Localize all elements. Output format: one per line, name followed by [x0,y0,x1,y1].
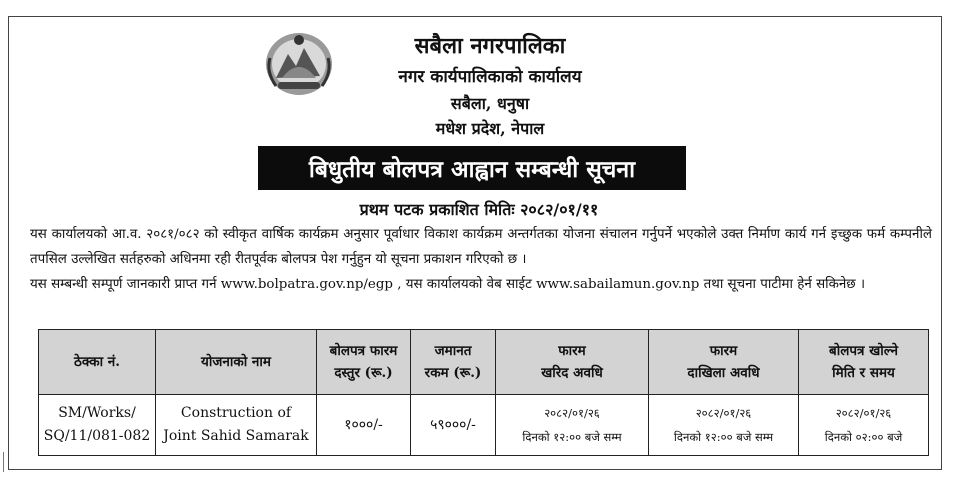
cell-submission-period: २०८२/०१/२६ दिनको १२:०० बजे सम्म [649,395,799,456]
office-location: सबैला, धनुषा [450,94,530,113]
table-row [39,395,929,456]
office-name: नगर कार्यपालिकाको कार्यालय [398,67,582,87]
cell-security: ५९०००/- [411,395,496,456]
office-province: मधेश प्रदेश, नेपाल [435,119,545,138]
notice-paragraph-1: यस कार्यालयको आ.व. २०८१/०८२ को स्वीकृत वार्षिक कार्यक्रम अनुसार पूर्वाधार विकाश कार्यक्रम अन्तर्गतका योजना संचालन गर्नुपर्ने भएकोले उक्त निर्माण कार्य गर्न इच्छुक फर्म कम्पनीले तपसिल उल्लेखित सर्तहरुको अधिनमा रही रीतपूर्वक बोलपत्र पेश गर्नुहुन यो सूचना प्रकाशन गरिएको छ । [30,227,932,267]
notice-body [30,222,932,297]
cell-opening-datetime: २०८२/०१/२६ दिनको ०२:०० बजे [799,395,929,456]
header-submission-period: फारम दाखिला अवधि [649,330,799,395]
page-edge-mark [3,452,4,472]
notice-title-banner [258,146,686,190]
tender-table [38,329,929,456]
municipality-name: सबैला नगरपालिका [414,33,566,59]
table-header-row [39,330,929,395]
header-contract-no: ठेक्का नं. [39,330,156,395]
header-form-fee: बोलपत्र फारम दस्तुर (रू.) [317,330,411,395]
header-opening-datetime: बोलपत्र खोल्ने मिति र समय [799,330,929,395]
header-project-name: योजनाको नाम [156,330,317,395]
cell-form-fee: १०००/- [317,395,411,456]
cell-contract-no: SM/Works/ SQ/11/081-082 [39,395,156,456]
header-purchase-period: फारम खरिद अवधि [496,330,649,395]
notice-paragraph-2: यस सम्बन्धी सम्पूर्ण जानकारी प्राप्त गर्न www.bolpatra.gov.np/egp , यस कार्यालयको वेब साईट www.sabailamun.gov.np तथा सूचना पाटीमा हेर्न सकिनेछ । [30,277,866,292]
nepal-emblem-icon [262,28,336,98]
notice-title: बिधुतीय बोलपत्र आह्वान सम्बन्धी सूचना [308,156,636,183]
cell-project-name: Construction of Joint Sahid Samarak [156,395,317,456]
published-date: प्रथम पटक प्रकाशित मितिः २०८२/०१/११ [359,200,599,219]
cell-purchase-period: २०८२/०१/२६ दिनको १२:०० बजे सम्म [496,395,649,456]
header-security: जमानत रकम (रू.) [411,330,496,395]
